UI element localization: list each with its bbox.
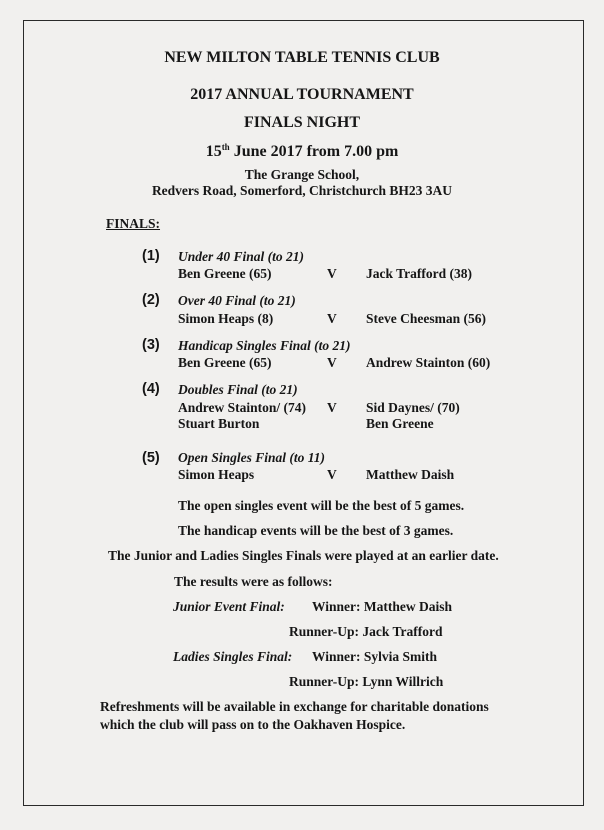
- final-vs: V: [327, 467, 337, 482]
- finals-heading: FINALS:: [106, 216, 161, 231]
- final-number: (2): [142, 292, 160, 308]
- final-left-player: Andrew Stainton/ (74): [178, 400, 307, 415]
- finals-night-title: FINALS NIGHT: [243, 114, 361, 131]
- final-left-player: Simon Heaps: [178, 467, 255, 482]
- final-number: (5): [142, 450, 160, 466]
- ladies-winner: Winner: Sylvia Smith: [312, 649, 438, 664]
- final-left-player: Ben Greene (65): [178, 355, 272, 370]
- junior-winner: Winner: Matthew Daish: [312, 599, 452, 614]
- final-vs: V: [327, 266, 337, 281]
- club-title: NEW MILTON TABLE TENNIS CLUB: [164, 49, 440, 66]
- tournament-title: 2017 ANNUAL TOURNAMENT: [190, 86, 414, 103]
- final-left-player: Simon Heaps (8): [178, 311, 274, 326]
- final-right-player: Matthew Daish: [366, 467, 455, 482]
- final-title: Under 40 Final (to 21): [178, 249, 305, 264]
- final-vs: V: [327, 400, 337, 415]
- note-junior-ladies: The Junior and Ladies Singles Finals were played at an earlier date.: [108, 548, 499, 563]
- note-open-singles: The open singles event will be the best of 5 games.: [178, 498, 465, 513]
- final-title: Handicap Singles Final (to 21): [178, 338, 351, 353]
- final-left-partner: Stuart Burton: [178, 416, 260, 431]
- refreshments-line-2: which the club will pass on to the Oakhaven Hospice.: [100, 717, 406, 732]
- final-right-player: Jack Trafford (38): [366, 266, 472, 281]
- results-intro: The results were as follows:: [174, 574, 333, 589]
- final-number: (1): [142, 248, 160, 264]
- venue-address: Redvers Road, Somerford, Christchurch BH23 3AU: [151, 183, 453, 198]
- ladies-runner-up: Runner-Up: Lynn Willrich: [289, 674, 444, 689]
- final-title: Over 40 Final (to 21): [178, 293, 296, 308]
- final-vs: V: [327, 355, 337, 370]
- final-right-player: Steve Cheesman (56): [366, 311, 486, 326]
- final-right-player: Andrew Stainton (60): [366, 355, 491, 370]
- junior-runner-up: Runner-Up: Jack Trafford: [289, 624, 443, 639]
- final-left-player: Ben Greene (65): [178, 266, 272, 281]
- final-title: Doubles Final (to 21): [178, 382, 298, 397]
- final-number: (3): [142, 337, 160, 353]
- refreshments-line-1: Refreshments will be available in exchange for charitable donations: [100, 699, 489, 714]
- ladies-final-label: Ladies Singles Final:: [173, 649, 293, 664]
- final-vs: V: [327, 311, 337, 326]
- final-title: Open Singles Final (to 11): [178, 450, 326, 465]
- final-right-partner: Ben Greene: [366, 416, 434, 431]
- final-right-player: Sid Daynes/ (70): [366, 400, 460, 415]
- junior-final-label: Junior Event Final:: [173, 599, 285, 614]
- event-date: 15th June 2017 from 7.00 pm: [205, 142, 399, 160]
- venue-name: The Grange School,: [244, 167, 360, 182]
- final-number: (4): [142, 381, 160, 397]
- note-handicap: The handicap events will be the best of 3 games.: [178, 523, 454, 538]
